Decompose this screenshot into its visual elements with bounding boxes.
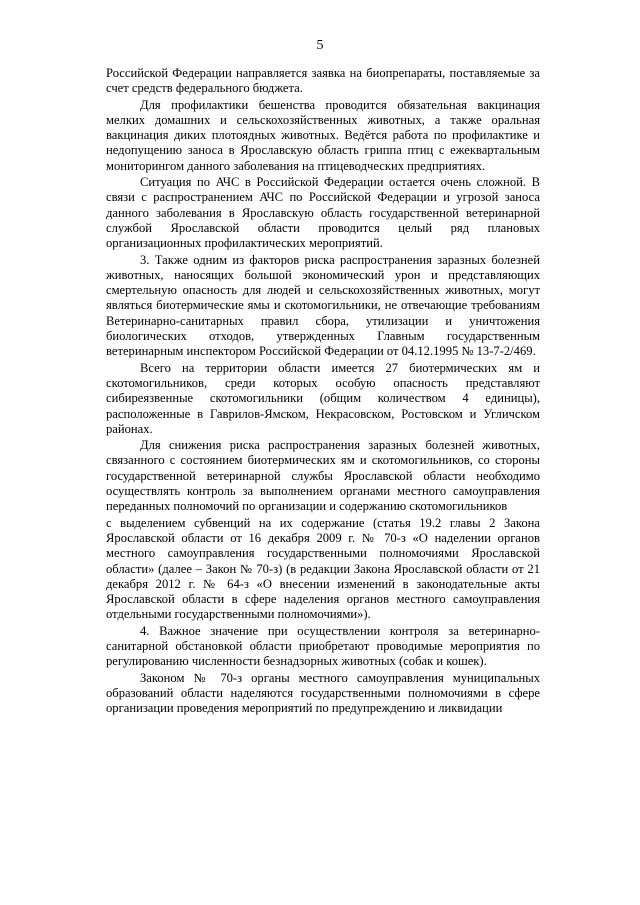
paragraph: Законом № 70-з органы местного самоуправления муниципальных образований области наделяются государственными полномочиями в сфере организации проведения мероприятий по предупреждению и ликвидации [106, 670, 540, 716]
paragraph: 3. Также одним из факторов риска распространения заразных болезней животных, наносящих большой экономический урон и представляющих смертельную опасность для людей и сельскохозяйственных животных, могут являться биотермические ямы и скотомогильники, не отвечающие требованиям Ветеринарно-санитарных правил сбора, утилизации и уничтожения биологических отходов, утвержденных Главным государственным ветеринарным инспектором Российской Федерации от 04.12.1995 № 13-7-2/469. [106, 252, 540, 359]
paragraph: Российской Федерации направляется заявка на биопрепараты, поставляемые за счет средств федерального бюджета. [106, 66, 540, 96]
paragraph: Ситуация по АЧС в Российской Федерации остается очень сложной. В связи с распространением АЧС по Российской Федерации и угрозой заноса данного заболевания в Ярославскую область государственной ветеринарной службой Ярославской области проводится целый ряд плановых организационных профилактических мероприятий. [106, 175, 540, 251]
paragraph: Для профилактики бешенства проводится обязательная вакцинация мелких домашних и сельскохозяйственных животных, а также оральная вакцинация диких плотоядных животных. Ведётся работа по профилактике и недопущению заноса в Ярославскую область гриппа птиц с ежеквартальным мониторингом данного заболевания на птицеводческих предприятиях. [106, 97, 540, 173]
paragraph: Для снижения риска распространения заразных болезней животных, связанного с состоянием биотермических ям и скотомогильников, со стороны государственной ветеринарной службы Ярославской области необходимо осуществлять контроль за выполнением органами местного самоуправления переданных полномочий по организации и содержанию скотомогильников [106, 438, 540, 514]
paragraph: с выделением субвенций на их содержание (статья 19.2 главы 2 Закона Ярославской области от 16 декабря 2009 г. № 70-з «О наделении органов местного самоуправления государственными полномочиями Ярославской области» (далее – Закон № 70-з) (в редакции Закона Ярославской области от 21 декабря 2012 г. № 64-з «О внесении изменений в законодательные акты Ярославской области в сфере наделения органов местного самоуправления отдельными государственными полномочиями»). [106, 515, 540, 622]
paragraph: Всего на территории области имеется 27 биотермических ям и скотомогильников, среди которых особую опасность представляют сибиреязвенные скотомогильники (общим количеством 4 единицы), расположенные в Гаврилов-Ямском, Некрасовском, Ростовском и Угличском районах. [106, 360, 540, 436]
paragraph: 4. Важное значение при осуществлении контроля за ветеринарно-санитарной обстановкой области приобретают проводимые мероприятия по регулированию численности безнадзорных животных (собак и кошек). [106, 623, 540, 669]
page-number: 5 [316, 38, 324, 53]
body-text [106, 66, 540, 717]
